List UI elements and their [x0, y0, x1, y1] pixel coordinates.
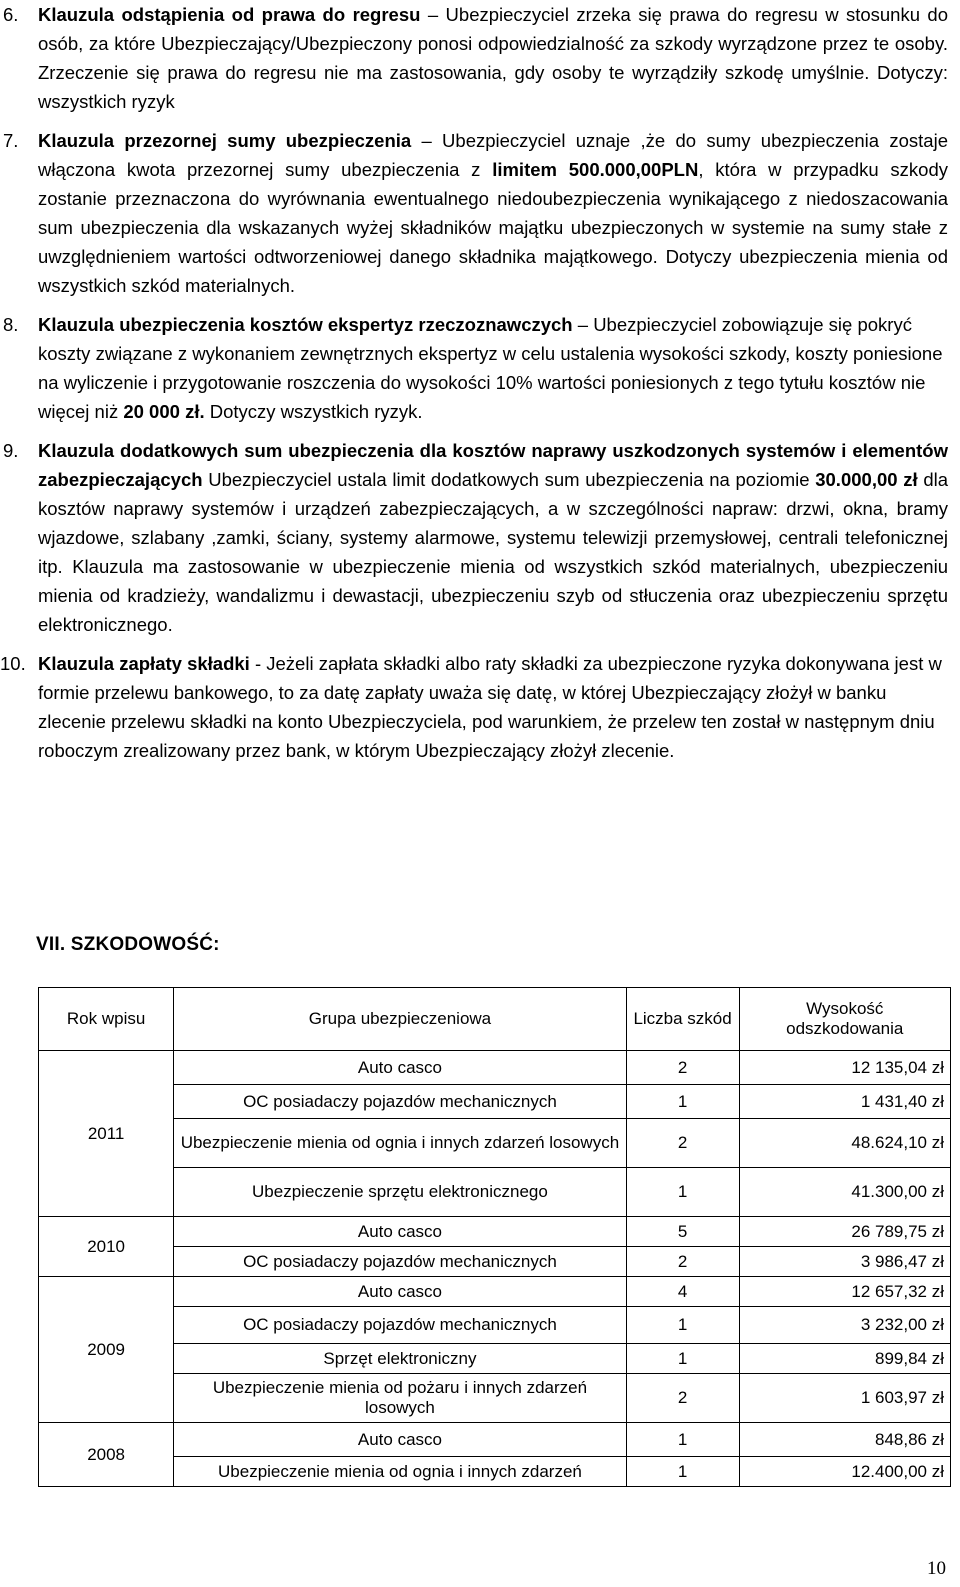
group-cell: Ubezpieczenie mienia od ognia i innych zdarzeń [174, 1457, 626, 1487]
table-row [39, 1051, 951, 1085]
group-cell: Auto casco [174, 1423, 626, 1457]
clause-number: 9. [3, 440, 19, 461]
count-cell: 2 [626, 1051, 739, 1085]
group-cell: Auto casco [174, 1051, 626, 1085]
count-cell: 4 [626, 1277, 739, 1307]
count-cell: 2 [626, 1247, 739, 1277]
clause-7 [0, 126, 960, 300]
amount-cell: 848,86 zł [739, 1423, 951, 1457]
header-year: Rok wpisu [39, 988, 174, 1051]
table-row [39, 1307, 951, 1344]
group-cell: Auto casco [174, 1277, 626, 1307]
clause-9 [0, 436, 960, 639]
group-cell: Sprzęt elektroniczny [174, 1344, 626, 1374]
year-cell: 2009 [39, 1277, 174, 1423]
amount-cell: 899,84 zł [739, 1344, 951, 1374]
group-cell: OC posiadaczy pojazdów mechanicznych [174, 1085, 626, 1119]
count-cell: 1 [626, 1307, 739, 1344]
table-row [39, 1457, 951, 1487]
clause-number: 10. [0, 653, 26, 674]
amount-cell: 12 135,04 zł [739, 1051, 951, 1085]
clause-8 [0, 310, 960, 426]
table-row [39, 1344, 951, 1374]
header-group: Grupa ubezpieczeniowa [174, 988, 626, 1051]
header-count: Liczba szkód [626, 988, 739, 1051]
header-amount: Wysokość odszkodowania [739, 988, 951, 1051]
year-cell: 2011 [39, 1051, 174, 1217]
clause-6 [0, 0, 960, 116]
group-cell: Ubezpieczenie mienia od pożaru i innych zdarzeń losowych [174, 1374, 626, 1423]
clause-title: Klauzula zapłaty składki [38, 653, 250, 674]
count-cell: 2 [626, 1119, 739, 1168]
amount-cell: 41.300,00 zł [739, 1168, 951, 1217]
clause-title: Klauzula ubezpieczenia kosztów ekspertyz rzeczoznawczych [38, 314, 573, 335]
clause-number: 8. [3, 314, 19, 335]
group-cell: OC posiadaczy pojazdów mechanicznych [174, 1247, 626, 1277]
clause-body: Ubezpieczyciel ustala limit dodatkowych sum ubezpieczenia na poziomie [202, 469, 816, 490]
clause-body-cont: dla kosztów naprawy systemów i urządzeń zabezpieczających, a w szczególności napraw: drzwi, okna, bramy wjazdowe, szlabany ,zamki, ściany, systemy alarmowe, systemu telewizji przemysłowej, centrali telefonicznej itp. Klauzula ma zastosowanie w ubezpieczenie mienia od wszystkich szkód materialnych, ubezpieczeniu mienia od kradzieży, wandalizmu i dewastacji, ubezpieczeniu szyb od stłuczenia oraz ubezpieczeniu sprzętu elektronicznego. [38, 469, 949, 635]
group-cell: Auto casco [174, 1217, 626, 1247]
clause-number: 6. [3, 4, 19, 25]
clause-limit: 20 000 zł. [123, 401, 205, 422]
clause-limit: 30.000,00 zł [815, 469, 918, 490]
group-cell: OC posiadaczy pojazdów mechanicznych [174, 1307, 626, 1344]
clause-body: – Ubezpieczyciel zrzeka się prawa do regresu w stosunku do osób, za które Ubezpieczający/Ubezpieczony ponosi odpowiedzialność za szkody wyrządzone przez te osoby. Zrzeczenie się prawa do regresu nie ma zastosowania, gdy osoby te wyrządziły szkodę umyślnie. Dotyczy: wszystkich ryzyk [38, 4, 948, 112]
clause-body: - Jeżeli zapłata składki albo raty składki za ubezpieczone ryzyka dokonywana jest w formie przelewu bankowego, to za datę zapłaty uważa się datę, w której Ubezpieczający złożył w banku zlecenie przelewu składki na konto Ubezpieczyciela, pod warunkiem, że przelew ten został w następnym dniu roboczym zrealizowany przez bank, w którym Ubezpieczający złożył zlecenie. [38, 653, 942, 761]
table-row [39, 1119, 951, 1168]
clause-body-cont: , która w przypadku szkody zostanie przeznaczona do wyrównania ewentualnego niedoubezpieczenia wynikającego z niedoszacowania sum ubezpieczenia dla wskazanych wyżej składników majątku ubezpieczonych w systemie na sumy stałe z uwzględnieniem wartości odtworzeniowej danego składnika majątkowego. Dotyczy ubezpieczenia mienia od wszystkich szkód materialnych. [38, 159, 948, 296]
count-cell: 2 [626, 1374, 739, 1423]
section-heading: VII. SZKODOWOŚĆ: [36, 934, 220, 955]
clause-title: Klauzula dodatkowych sum ubezpieczenia dla kosztów naprawy uszkodzonych systemów i elementów zabezpieczających [38, 440, 948, 490]
amount-cell: 1 431,40 zł [739, 1085, 951, 1119]
count-cell: 5 [626, 1217, 739, 1247]
amount-cell: 1 603,97 zł [739, 1374, 951, 1423]
count-cell: 1 [626, 1344, 739, 1374]
table-row [39, 1374, 951, 1423]
group-cell: Ubezpieczenie mienia od ognia i innych zdarzeń losowych [174, 1119, 626, 1168]
group-cell: Ubezpieczenie sprzętu elektronicznego [174, 1168, 626, 1217]
clause-limit: limitem 500.000,00PLN [492, 159, 699, 180]
count-cell: 1 [626, 1168, 739, 1217]
clauses-list [0, 0, 960, 765]
amount-cell: 12.400,00 zł [739, 1457, 951, 1487]
table-row [39, 1247, 951, 1277]
table-row [39, 1217, 951, 1247]
clause-body: – Ubezpieczyciel zobowiązuje się pokryć koszty związane z wykonaniem zewnętrznych ekspertyz w celu ustalenia wysokości szkody, koszty poniesione na wyliczenie i przygotowanie roszczenia do wysokości 10% wartości poniesionych z tego tytułu kosztów nie więcej niż [38, 314, 943, 422]
amount-cell: 3 232,00 zł [739, 1307, 951, 1344]
year-cell: 2010 [39, 1217, 174, 1277]
table-header-row [39, 988, 951, 1051]
clause-title: Klauzula odstąpienia od prawa do regresu [38, 4, 421, 25]
clause-title: Klauzula przezornej sumy ubezpieczenia [38, 130, 412, 151]
clause-body-cont: Dotyczy wszystkich ryzyk. [204, 401, 423, 422]
count-cell: 1 [626, 1423, 739, 1457]
clause-10 [0, 649, 960, 765]
page-number: 10 [927, 1558, 946, 1579]
amount-cell: 3 986,47 zł [739, 1247, 951, 1277]
table-row [39, 1085, 951, 1119]
claims-history-table [38, 987, 951, 1487]
amount-cell: 26 789,75 zł [739, 1217, 951, 1247]
amount-cell: 12 657,32 zł [739, 1277, 951, 1307]
count-cell: 1 [626, 1457, 739, 1487]
table-row [39, 1423, 951, 1457]
clause-number: 7. [3, 130, 19, 151]
table-row [39, 1168, 951, 1217]
amount-cell: 48.624,10 zł [739, 1119, 951, 1168]
year-cell: 2008 [39, 1423, 174, 1487]
count-cell: 1 [626, 1085, 739, 1119]
clause-body: – Ubezpieczyciel uznaje ,że do sumy ubezpieczenia zostaje włączona kwota przezornej sumy ubezpieczenia z [38, 130, 948, 180]
table-row [39, 1277, 951, 1307]
